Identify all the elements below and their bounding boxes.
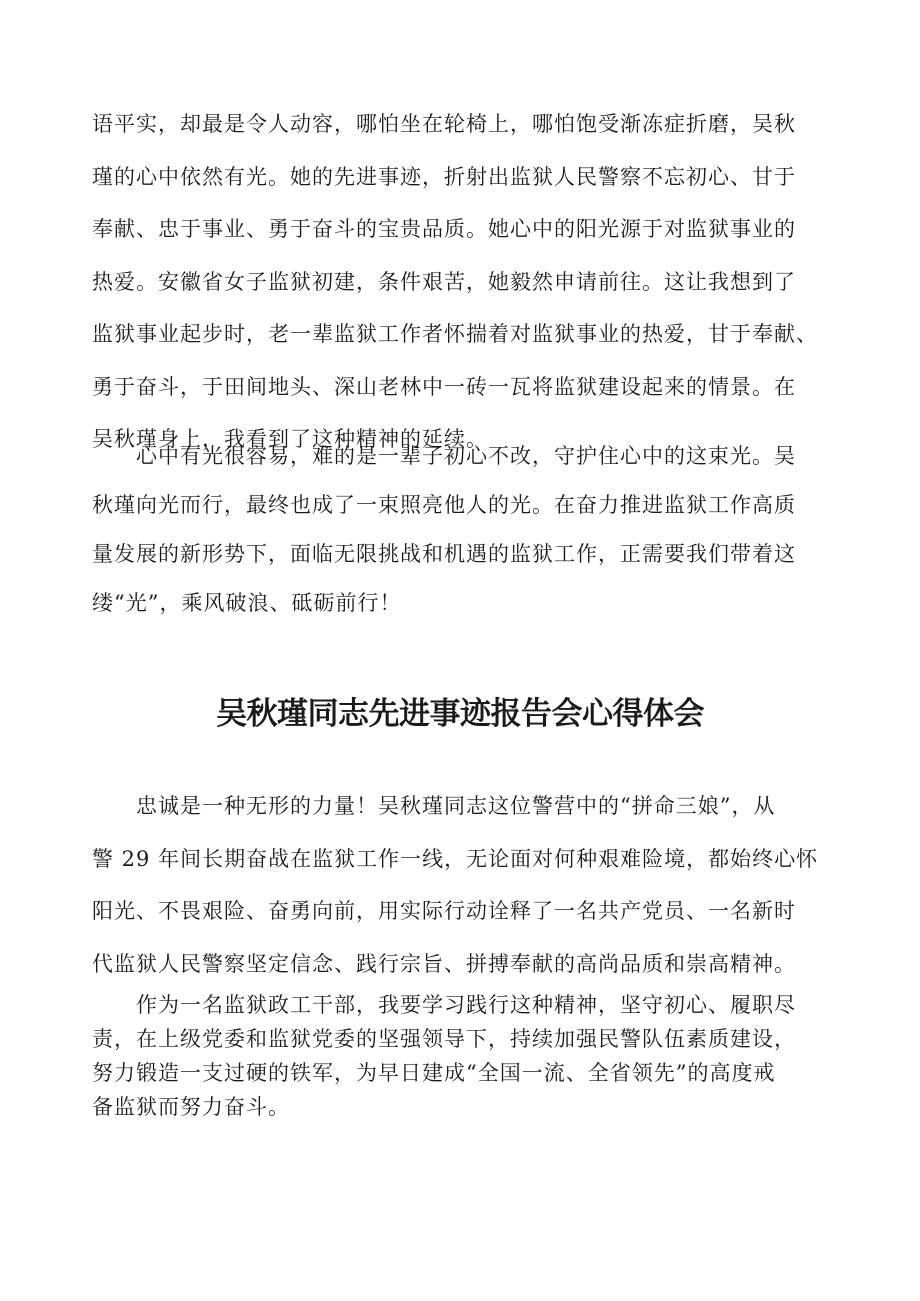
text-line: 忠诚是一种无形的力量！吴秋瑾同志这位警营中的“拼命三娘”，从 [92, 794, 776, 818]
paragraph-commitment [92, 988, 858, 1124]
article-title: 吴秋瑾同志先进事迹报告会心得体会 [216, 696, 704, 732]
text-line: 作为一名监狱政工干部，我要学习践行这种精神，坚守初心、履职尽 [92, 993, 796, 1017]
text-line: 责，在上级党委和监狱党委的坚强领导下，持续加强民警队伍素质建设， [92, 1027, 796, 1051]
text-line: 热爱。安徽省女子监狱初建，条件艰苦，她毅然申请前往。这让我想到了 [92, 269, 796, 294]
text-line: 代监狱人民警察坚定信念、践行宗旨、拼搏奉献的高尚品质和崇高精神。 [92, 951, 796, 976]
text-line: 量发展的新形势下，面临无限挑战和机遇的监狱工作，正需要我们带着这 [92, 542, 796, 566]
text-line: 语平实，却最是令人动容，哪怕坐在轮椅上，哪怕饱受渐冻症折磨，吴秋 [92, 112, 796, 136]
paragraph-loyalty [92, 780, 858, 990]
text-line: 奉献、忠于事业、勇于奋斗的宝贵品质。她心中的阳光源于对监狱事业的 [92, 217, 796, 241]
text-line: 心中有光很容易，难的是一辈子初心不改，守护住心中的这束光。吴 [92, 444, 796, 468]
text-line: 警 29 年间长期奋战在监狱工作一线，无论面对何种艰难险境，都始终心怀 [92, 846, 819, 871]
text-line: 勇于奋斗，于田间地头、深山老林中一砖一瓦将监狱建设起来的情景。在 [92, 374, 796, 399]
paragraph-light [92, 432, 858, 628]
text-line: 备监狱而努力奋斗。 [92, 1095, 290, 1119]
text-line: 监狱事业起步时，老一辈监狱工作者怀揣着对监狱事业的热爱，甘于奉献、 [92, 322, 818, 346]
text-line: 瑾的心中依然有光。她的先进事迹，折射出监狱人民警察不忘初心、甘于 [92, 164, 796, 189]
text-line: 阳光、不畏艰险、奋勇向前，用实际行动诠释了一名共产党员、一名新时 [92, 899, 796, 923]
paragraph-continued [92, 98, 858, 466]
text-line: 努力锻造一支过硬的铁军，为早日建成“全国一流、全省领先”的高度戒 [92, 1061, 776, 1085]
text-line: 秋瑾向光而行，最终也成了一束照亮他人的光。在奋力推进监狱工作高质 [92, 493, 796, 517]
text-line: 吴秋瑾身上，我看到了这种精神的延续。 [92, 427, 488, 451]
text-line: 缕“光”，乘风破浪、砥砺前行！ [92, 591, 402, 615]
